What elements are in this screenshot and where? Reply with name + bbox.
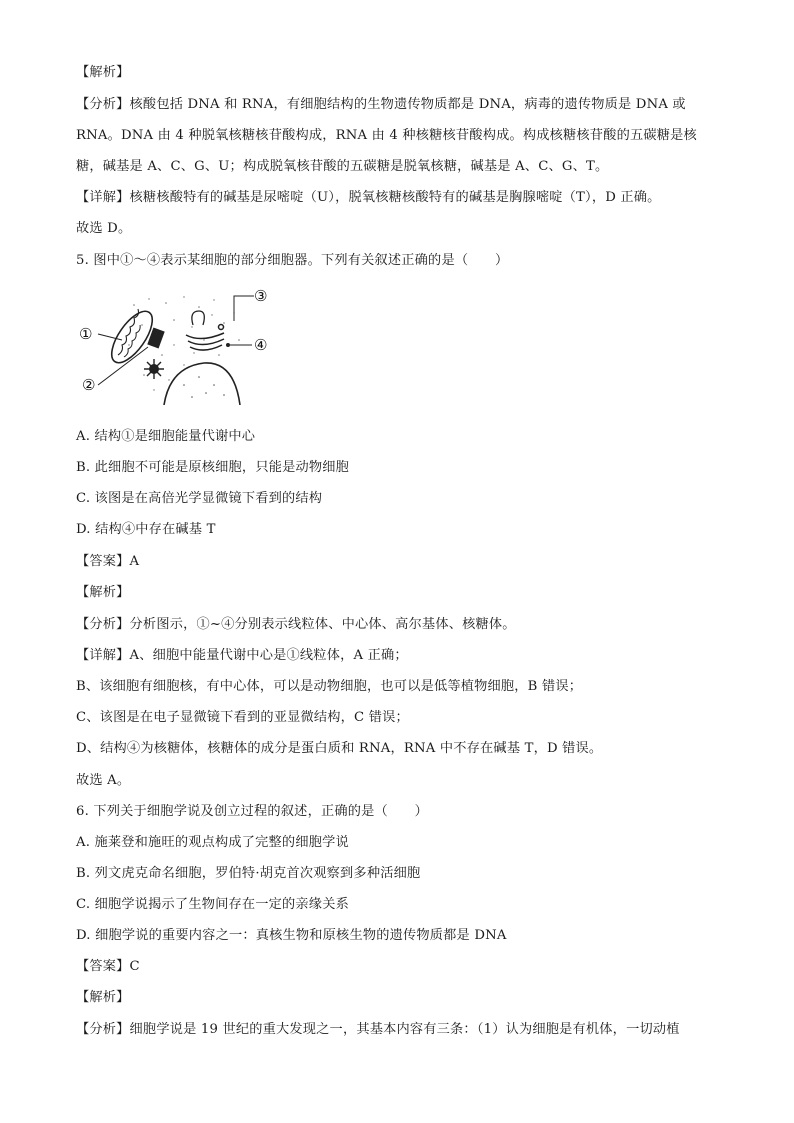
q6-jiexi: 【解析】 xyxy=(76,990,130,1005)
nucleus-membrane xyxy=(164,363,240,405)
cell-organelle-diagram xyxy=(74,285,274,405)
golgi-shape xyxy=(186,311,224,350)
s1-guxuan: 故选 D。 xyxy=(76,221,132,236)
q5-xiangjie-line4: D、结构④为核糖体，核糖体的成分是蛋白质和 RNA，RNA 中不存在碱基 T，D 错误。 xyxy=(76,741,603,756)
label-2: ② xyxy=(82,376,96,394)
s1-jiexi: 【解析】 xyxy=(76,65,130,80)
q5-xiangjie-line1: 【详解】A、细胞中能量代谢中心是①线粒体，A 正确； xyxy=(76,648,408,663)
q6-fenxi: 【分析】细胞学说是 19 世纪的重大发现之一，其基本内容有三条：（1）认为细胞是有机体，一切动植 xyxy=(76,1022,680,1037)
q6-answer: 【答案】C xyxy=(76,959,140,974)
centriole-shape xyxy=(144,327,165,379)
q5-option-d: D. 结构④中存在碱基 T xyxy=(76,522,216,537)
q5-guxuan: 故选 A。 xyxy=(76,773,131,788)
q5-xiangjie-line2: B、该细胞有细胞核，有中心体，可以是动物细胞，也可以是低等植物细胞，B 错误； xyxy=(76,679,583,694)
q6-option-c: C. 细胞学说揭示了生物间存在一定的亲缘关系 xyxy=(76,897,349,912)
ribosome-dot xyxy=(226,343,230,347)
q5-xiangjie-line3: C、该图是在电子显微镜下看到的亚显微结构，C 错误； xyxy=(76,710,409,725)
s1-fenxi-line2: RNA。DNA 由 4 种脱氧核糖核苷酸构成，RNA 由 4 种核糖核苷酸构成。构成核糖核苷酸的五碳糖是核 xyxy=(76,128,697,143)
q5-option-b: B. 此细胞不可能是原核细胞，只能是动物细胞 xyxy=(76,460,350,475)
q5-option-a: A. 结构①是细胞能量代谢中心 xyxy=(76,429,256,444)
s1-fenxi-line3: 糖，碱基是 A、C、G、U；构成脱氧核苷酸的五碳糖是脱氧核糖，碱基是 A、C、G、T。 xyxy=(76,159,609,174)
q5-option-c: C. 该图是在高倍光学显微镜下看到的结构 xyxy=(76,491,323,506)
label-4: ④ xyxy=(254,336,268,354)
s1-xiangjie: 【详解】核糖核酸特有的碱基是尿嘧啶（U），脱氧核糖核酸特有的碱基是胸腺嘧啶（T），D 正确。 xyxy=(76,190,661,205)
q5-answer: 【答案】A xyxy=(76,554,140,569)
q6-stem: 6. 下列关于细胞学说及创立过程的叙述，正确的是（ ） xyxy=(76,804,429,819)
label-3: ③ xyxy=(254,287,268,305)
label-1: ① xyxy=(79,325,93,343)
q6-option-b: B. 列文虎克命名细胞，罗伯特·胡克首次观察到多种活细胞 xyxy=(76,866,421,881)
q5-stem: 5. 图中①～④表示某细胞的部分细胞器。下列有关叙述正确的是（ ） xyxy=(76,253,509,268)
q5-fenxi: 【分析】分析图示，①~④分别表示线粒体、中心体、高尔基体、核糖体。 xyxy=(76,617,516,632)
q6-option-d: D. 细胞学说的重要内容之一：真核生物和原核生物的遗传物质都是 DNA xyxy=(76,928,507,943)
s1-fenxi-line1: 【分析】核酸包括 DNA 和 RNA，有细胞结构的生物遗传物质都是 DNA，病毒的遗传物质是 DNA 或 xyxy=(76,97,686,112)
q5-jiexi: 【解析】 xyxy=(76,585,130,600)
nucleus-stipple xyxy=(183,376,225,398)
q6-option-a: A. 施莱登和施旺的观点构成了完整的细胞学说 xyxy=(76,835,349,850)
